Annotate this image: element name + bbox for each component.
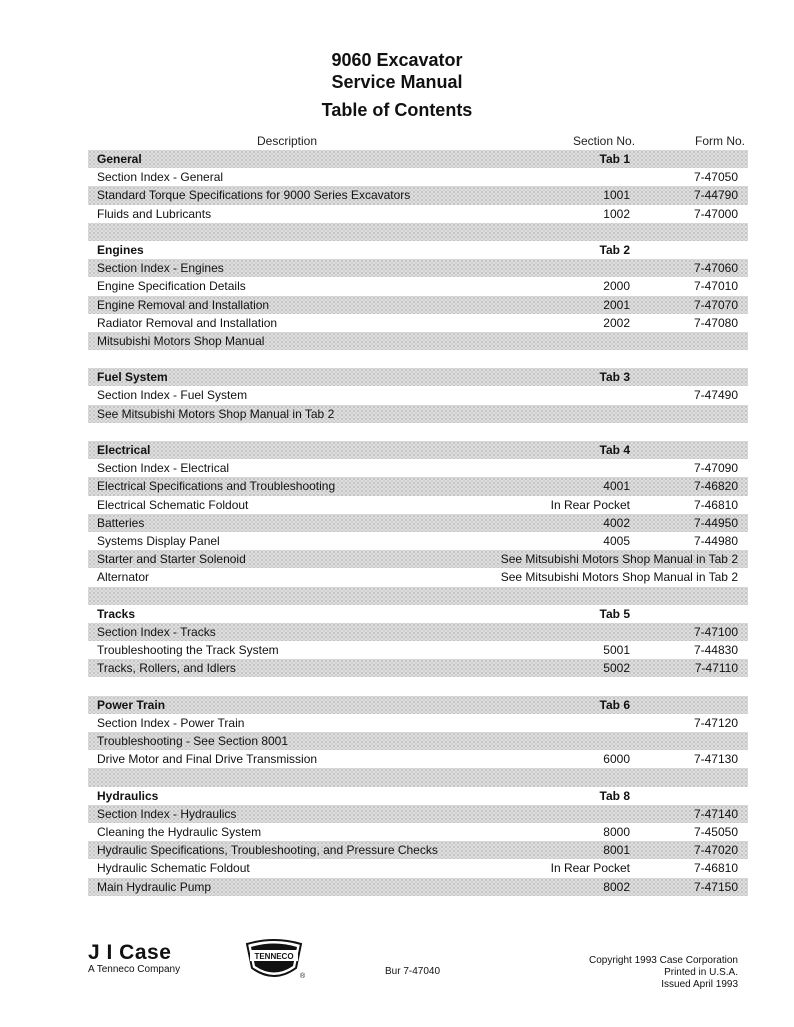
toc-row (88, 641, 748, 659)
toc-description: Engine Specification Details (97, 279, 246, 294)
toc-row (88, 496, 748, 514)
toc-form-number: 7-47020 (693, 843, 738, 858)
toc-description: Section Index - Electrical (97, 461, 230, 476)
copyright-block (589, 955, 738, 991)
toc-spacer (88, 587, 748, 605)
toc-section-number: Tab 8 (599, 788, 630, 803)
toc-section-number: In Rear Pocket (550, 497, 630, 512)
toc-row (88, 205, 748, 223)
toc-spacer (88, 350, 748, 368)
printed-line: Printed in U.S.A. (664, 967, 738, 978)
toc-row (88, 405, 748, 423)
toc-form-number: 7-47000 (693, 206, 738, 221)
toc-description: Radiator Removal and Installation (97, 315, 278, 330)
toc-form-number: 7-46810 (693, 861, 738, 876)
toc-description: Electrical Schematic Foldout (97, 497, 249, 512)
toc-description: Section Index - Fuel System (97, 388, 248, 403)
toc-form-number: 7-47140 (693, 806, 738, 821)
toc-row (88, 805, 748, 823)
toc-form-number: 7-47130 (693, 752, 738, 767)
toc-row (88, 714, 748, 732)
toc-description: Tracks, Rollers, and Idlers (97, 661, 236, 676)
toc-section-header (88, 696, 748, 714)
toc-form-number: 7-47080 (693, 315, 738, 330)
toc-section-number: 2000 (603, 279, 630, 294)
brand-subtitle: A Tenneco Company (88, 964, 181, 975)
toc-description: Drive Motor and Final Drive Transmission (97, 752, 318, 767)
toc-description: Power Train (97, 697, 166, 712)
toc-spacer (88, 423, 748, 441)
toc-description: Alternator (97, 570, 150, 585)
toc-description: Troubleshooting the Track System (97, 643, 279, 658)
toc-section-number: 8000 (603, 824, 630, 839)
toc-row (88, 186, 748, 204)
toc-form-number: 7-44790 (693, 188, 738, 203)
toc-form-number: 7-47490 (693, 388, 738, 403)
toc-form-number: 7-47060 (693, 261, 738, 276)
toc-section-header (88, 368, 748, 386)
toc-form-number: 7-44980 (693, 533, 738, 548)
toc-section-number: 1002 (603, 206, 630, 221)
toc-spacer (88, 768, 748, 786)
toc-section-number: 5001 (603, 643, 630, 658)
toc-section-number: Tab 6 (599, 697, 630, 712)
column-header-section: Section No. (573, 134, 636, 148)
toc-row (88, 296, 748, 314)
toc-description: Cleaning the Hydraulic System (97, 824, 262, 839)
toc-row (88, 859, 748, 877)
toc-form-number: 7-47090 (693, 461, 738, 476)
toc-spacer (88, 677, 748, 695)
toc-form-number: 7-44830 (693, 643, 738, 658)
toc-row (88, 568, 748, 586)
toc-section-number: Tab 1 (599, 152, 630, 166)
toc-form-number: 7-47150 (693, 879, 738, 894)
toc-description: Standard Torque Specifications for 9000 Series Excavators (97, 188, 411, 203)
toc-section-header (88, 787, 748, 805)
toc-section-number: In Rear Pocket (550, 861, 630, 876)
toc-description: Electrical Specifications and Troubleshooting (97, 479, 336, 494)
toc-form-number: 7-47070 (693, 297, 738, 312)
toc-description: Engines (97, 242, 144, 257)
document-title: 9060 Excavator (331, 50, 463, 70)
toc-description: Fuel System (97, 370, 168, 385)
toc-section-header (88, 150, 748, 168)
toc-description: Electrical (97, 443, 151, 457)
toc-description: Engine Removal and Installation (97, 297, 270, 312)
toc-section-number: See Mitsubishi Motors Shop Manual in Tab 2 (500, 570, 738, 585)
toc-section-number: 8001 (603, 843, 630, 858)
toc-form-number: 7-46810 (693, 497, 738, 512)
toc-row (88, 314, 748, 332)
tenneco-logo (244, 938, 304, 980)
toc-row (88, 878, 748, 896)
toc-row (88, 732, 748, 750)
issued-line: Issued April 1993 (661, 979, 738, 990)
toc-heading: Table of Contents (321, 100, 473, 120)
toc-form-number: 7-47050 (693, 170, 738, 185)
column-header-form: Form No. (695, 134, 746, 148)
toc-row (88, 477, 748, 495)
toc-form-number: 7-44950 (693, 515, 738, 530)
toc-section-number: 2002 (603, 315, 630, 330)
toc-section-number: Tab 2 (599, 242, 630, 257)
toc-section-number: 5002 (603, 661, 630, 676)
toc-section-number: Tab 4 (599, 443, 630, 457)
toc-spacer (88, 223, 748, 241)
toc-description: Tracks (97, 606, 136, 621)
toc-row (88, 823, 748, 841)
toc-description: Systems Display Panel (97, 533, 220, 548)
toc-description: Section Index - General (97, 170, 224, 185)
toc-section-number: Tab 3 (599, 370, 630, 385)
toc-description: Section Index - Tracks (97, 624, 216, 639)
toc-section-header (88, 605, 748, 623)
bur-form-number: Bur 7-47040 (385, 966, 441, 977)
toc-description: See Mitsubishi Motors Shop Manual in Tab 2 (97, 406, 335, 421)
toc-section-number: 1001 (603, 188, 630, 203)
toc-description: Mitsubishi Motors Shop Manual (97, 333, 265, 348)
toc-row (88, 750, 748, 768)
toc-row (88, 659, 748, 677)
toc-form-number: 7-47100 (693, 624, 738, 639)
toc-description: Hydraulics (97, 788, 159, 803)
toc-form-number: 7-47010 (693, 279, 738, 294)
toc-section-number: 4005 (603, 533, 630, 548)
logo-text: TENNECO (254, 952, 294, 961)
toc-description: Main Hydraulic Pump (97, 879, 212, 894)
toc-description: Hydraulic Schematic Foldout (97, 861, 250, 876)
registered-mark: ® (300, 973, 306, 980)
toc-section-number: 4001 (603, 479, 630, 494)
toc-section-number: Tab 5 (599, 606, 630, 621)
toc-description: Hydraulic Specifications, Troubleshooting, and Pressure Checks (97, 843, 438, 858)
toc-row (88, 550, 748, 568)
toc-description: Fluids and Lubricants (97, 206, 212, 221)
toc-row (88, 532, 748, 550)
toc-description: Troubleshooting - See Section 8001 (97, 734, 289, 748)
toc-section-number: See Mitsubishi Motors Shop Manual in Tab 2 (500, 552, 738, 567)
toc-row (88, 514, 748, 532)
toc-row (88, 277, 748, 295)
toc-section-number: 6000 (603, 752, 630, 767)
toc-description: Section Index - Power Train (97, 715, 245, 730)
toc-description: Section Index - Hydraulics (97, 806, 237, 821)
toc-description: Section Index - Engines (97, 261, 224, 276)
toc-form-number: 7-46820 (693, 479, 738, 494)
toc-description: Starter and Starter Solenoid (97, 552, 246, 567)
brand-name: J I Case (88, 941, 172, 964)
toc-section-number: 4002 (603, 515, 630, 530)
toc-section-number: 8002 (603, 879, 630, 894)
toc-description: Batteries (97, 515, 145, 530)
document-subtitle: Service Manual (331, 72, 463, 92)
toc-section-number: 2001 (603, 297, 630, 312)
copyright-line: Copyright 1993 Case Corporation (589, 955, 738, 966)
toc-form-number: 7-45050 (693, 824, 738, 839)
toc-table (88, 150, 748, 896)
toc-row (88, 259, 748, 277)
toc-section-header (88, 441, 748, 459)
toc-form-number: 7-47110 (694, 661, 738, 676)
toc-section-header (88, 241, 748, 259)
toc-row (88, 459, 748, 477)
toc-form-number: 7-47120 (693, 715, 738, 730)
toc-row (88, 841, 748, 859)
toc-row (88, 623, 748, 641)
toc-row (88, 168, 748, 186)
column-header-description: Description (257, 134, 318, 148)
toc-row (88, 386, 748, 404)
toc-description: General (97, 152, 142, 166)
toc-row (88, 332, 748, 350)
